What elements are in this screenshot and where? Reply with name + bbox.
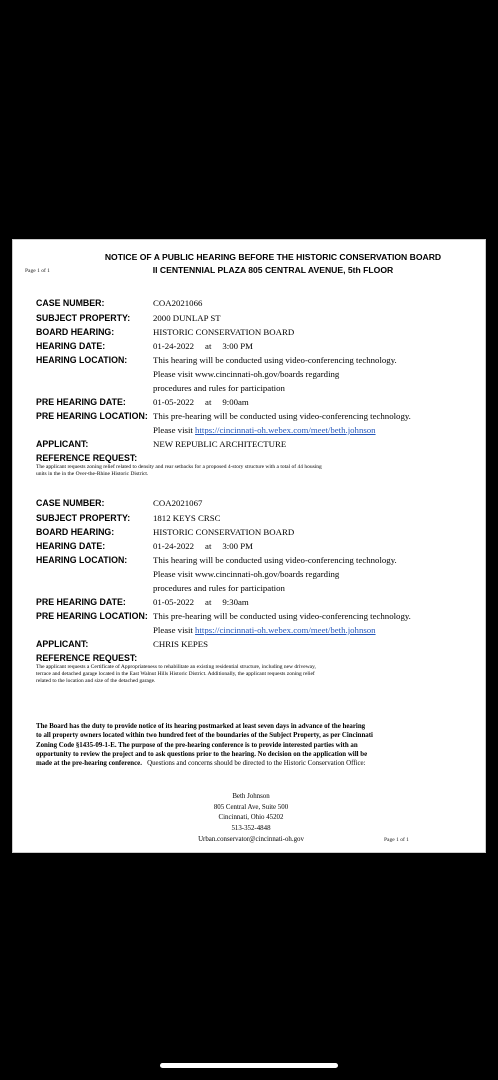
subject-property-label: SUBJECT PROPERTY: [36,313,131,323]
notice-line3: Zoning Code §1435-09-1-E. The purpose of the pre-hearing conference is to provide interested parties with an [36,741,358,749]
hearing-location-label: HEARING LOCATION: [36,355,128,365]
subject-property-value: 1812 KEYS CRSC [153,513,221,523]
board-hearing-label: BOARD HEARING: [36,327,115,337]
subject-property-label: SUBJECT PROPERTY: [36,513,131,523]
hearing-date-label: HEARING DATE: [36,341,106,351]
contact-name: Beth Johnson [232,793,270,800]
document-subtitle: II CENTENNIAL PLAZA 805 CENTRAL AVENUE, 5th FLOOR [152,265,394,275]
contact-address1: 805 Central Ave, Suite 500 [213,803,289,811]
reference-request-line3: related to the location and size of the detached garage. [36,678,156,684]
webex-link[interactable]: https://cincinnati-oh.webex.com/meet/beth.johnson [195,625,376,635]
applicant-value: CHRIS KEPES [153,639,208,649]
board-hearing-value: HISTORIC CONSERVATION BOARD [153,527,295,537]
pre-hearing-location-label: PRE HEARING LOCATION: [36,611,148,621]
home-indicator-bar[interactable] [160,1063,338,1068]
case-number-value: COA2021066 [153,298,203,308]
document-page [12,239,486,853]
contact-address2: Cincinnati, Ohio 45202 [218,814,284,822]
pre-hearing-visit-text: Please visit [153,425,196,435]
case-number-value: COA2021067 [153,498,203,508]
pre-hearing-location-line1: This pre-hearing will be conducted using video-conferencing technology. [153,611,411,621]
notice-line5 [36,759,464,768]
webex-link[interactable]: https://cincinnati-oh.webex.com/meet/beth.johnson [195,425,376,435]
pre-hearing-date-label: PRE HEARING DATE: [36,597,126,607]
hearing-location-label: HEARING LOCATION: [36,555,128,565]
hearing-location-line3: procedures and rules for participation [153,583,285,593]
hearing-date-label: HEARING DATE: [36,541,106,551]
applicant-label: APPLICANT: [36,639,89,649]
hearing-location-line1: This hearing will be conducted using video-conferencing technology. [153,555,397,565]
hearing-location-line2: Please visit www.cincinnati-oh.gov/boards regarding [153,569,340,579]
applicant-label: APPLICANT: [36,439,89,449]
notice-line4: opportunity to review the project and to ask questions prior to the hearing. No decision on the application will be [36,750,368,758]
pre-hearing-date-value: 01-05-2022 at 9:30am [153,597,249,607]
board-hearing-label: BOARD HEARING: [36,527,115,537]
case-number-label: CASE NUMBER: [36,498,105,508]
pre-hearing-visit-text: Please visit [153,625,196,635]
board-hearing-value: HISTORIC CONSERVATION BOARD [153,327,295,337]
pre-hearing-location-line1: This pre-hearing will be conducted using video-conferencing technology. [153,411,411,421]
reference-request-line1: The applicant requests a Certificate of Appropriateness to rehabilitate an existing residential structure, including new driveway, [36,664,316,670]
case-number-label: CASE NUMBER: [36,298,105,308]
hearing-location-line1: This hearing will be conducted using video-conferencing technology. [153,355,397,365]
hearing-location-line2: Please visit www.cincinnati-oh.gov/boards regarding [153,369,340,379]
notice-line5-bold: made at the pre-hearing conference. [36,760,142,768]
reference-request-label: REFERENCE REQUEST: [36,453,138,463]
hearing-location-line3: procedures and rules for participation [153,383,285,393]
contact-block [163,792,339,846]
pre-hearing-location-line2 [153,625,376,635]
notice-line1: The Board has the duty to provide notice of its hearing postmarked at least seven days in advance of the hearing [36,723,366,730]
notice-line5-regular: Questions and concerns should be directed to the Historic Conservation Office: [141,760,366,768]
subject-property-value: 2000 DUNLAP ST [153,313,221,323]
reference-request-label: REFERENCE REQUEST: [36,653,138,663]
page-number-footer: Page 1 of 1 [384,837,409,843]
pre-hearing-location-line2 [153,425,376,435]
notice-paragraph [36,722,464,768]
pre-hearing-date-label: PRE HEARING DATE: [36,397,126,407]
contact-phone: 513-352-4848 [231,825,271,833]
reference-request-line2: units in the in the Over-the-Rhine Historic District. [36,471,149,477]
document-title: NOTICE OF A PUBLIC HEARING BEFORE THE HISTORIC CONSERVATION BOARD [104,252,442,262]
contact-email: Urban.conservator@cincinnati-oh.gov [198,835,304,843]
pre-hearing-location-label: PRE HEARING LOCATION: [36,411,148,421]
page-number-label: Page 1 of 1 [25,268,50,274]
hearing-date-value: 01-24-2022 at 3:00 PM [153,541,253,551]
applicant-value: NEW REPUBLIC ARCHITECTURE [153,439,287,449]
pre-hearing-date-value: 01-05-2022 at 9:00am [153,397,249,407]
reference-request-line1: The applicant requests zoning relief related to density and rear setbacks for a proposed 4-story structure with a total of 44 housing [36,464,322,470]
hearing-date-value: 01-24-2022 at 3:00 PM [153,341,253,351]
notice-line2: to all property owners located within two hundred feet of the boundaries of the Subject Property, as per Cincinnati [36,732,373,740]
reference-request-line2: terrace and detached garage located in the East Walnut Hills Historic District. Additionally, the applicant requests zoning relief [36,671,315,677]
